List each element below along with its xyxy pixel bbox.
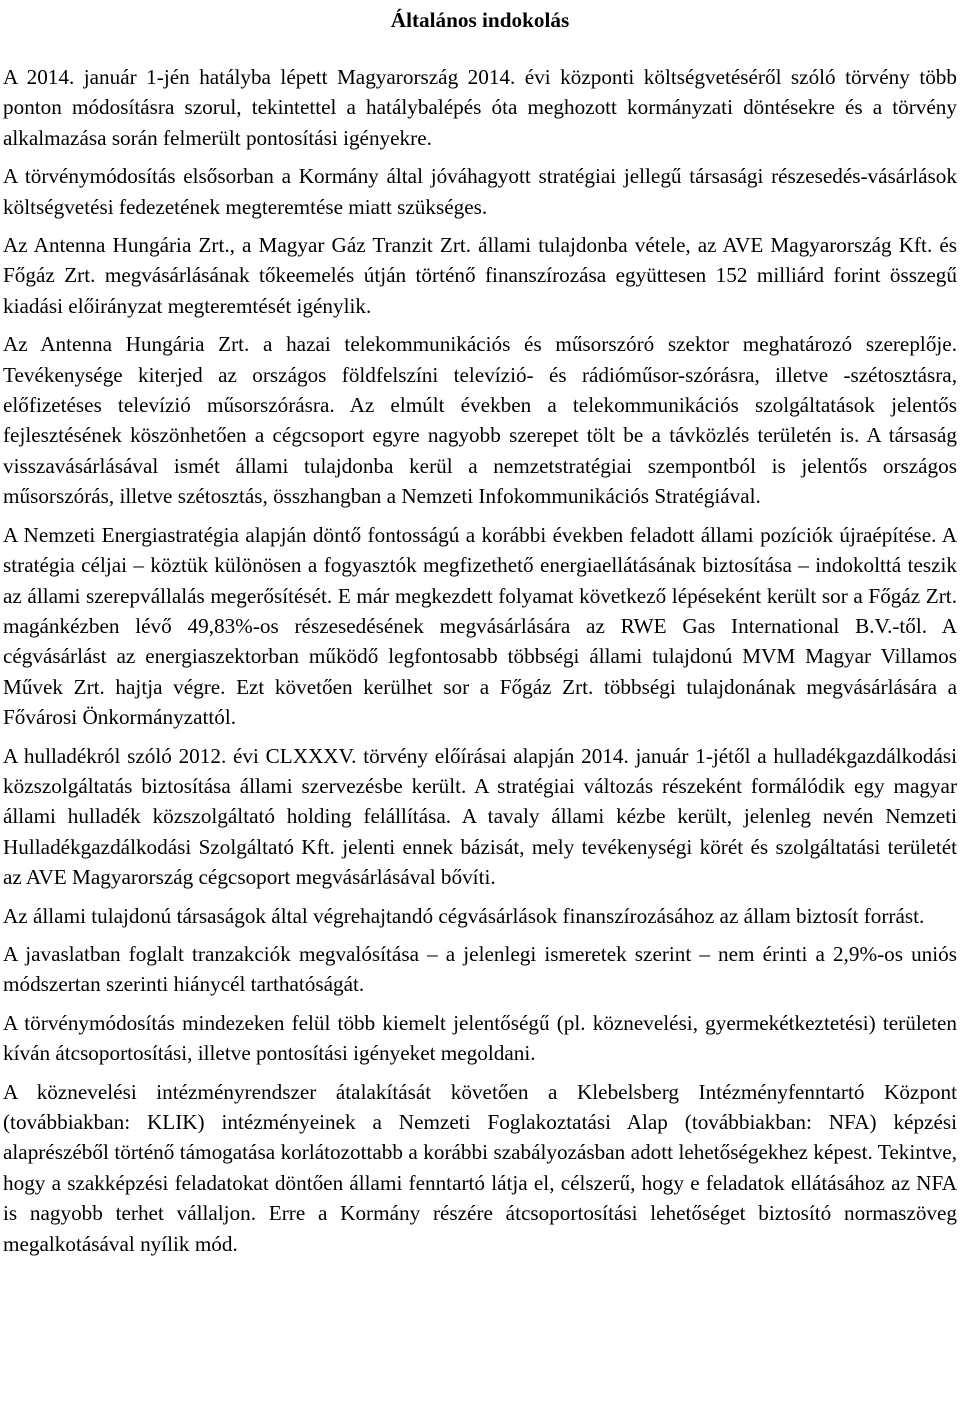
document-page — [3, 0, 957, 1259]
paragraph-state-funding: Az állami tulajdonú társaságok által végrehajtandó cégvásárlások finanszírozásához az állam biztosít forrást. — [3, 903, 925, 928]
paragraph-deficit-target: A javaslatban foglalt tranzakciók megvalósítása – a jelenlegi ismeretek szerint – nem érinti a 2,9%-os uniós módszertan szerinti hiánycél tarthatóságát. — [3, 941, 957, 997]
paragraph-other-areas: A törvénymódosítás mindezeken felül több kiemelt jelentőségű (pl. köznevelési, gyermekétkeztetési) területen kíván átcsoportosítási, illetve pontosítási igényeket megoldani. — [3, 1010, 957, 1066]
paragraph-energy-strategy: A Nemzeti Energiastratégia alapján döntő fontosságú a korábbi években feladott állami pozíciók újraépítése. A stratégia céljai – köztük különösen a fogyasztók megfizethető energiaellátásának biztosítása – indokolttá teszik az állami szerepvállalás megerősítését. E már megkezdett folyamat következő lépéseként került sor a Főgáz Zrt. magánkézben lévő 49,83%-os részesedésének megvásárlására az RWE Gas International B.V.-től. A cégvásárlást az energiaszektorban működő legfontosabb többségi állami tulajdonú MVM Magyar Villamos Művek Zrt. hajtja végre. Ezt követően kerülhet sor a Főgáz Zrt. többségi tulajdonának megvásárlására a Fővárosi Önkormányzattól. — [3, 522, 957, 730]
paragraph-waste-management: A hulladékról szóló 2012. évi CLXXXV. törvény előírásai alapján 2014. január 1-jétől a hulladékgazdálkodási közszolgáltatás biztosítása állami szervezésbe került. A stratégiai változás részeként formálódik egy magyar állami hulladék közszolgáltató holding felállítása. A tavaly állami kézbe került, jelenleg nevén Nemzeti Hulladékgazdálkodási Szolgáltató Kft. jelenti ennek bázisát, mely tevékenységi körét és szolgáltatási területét az AVE Magyarország cégcsoport megvásárlásával bővíti. — [3, 743, 957, 890]
paragraph-acquisitions: Az Antenna Hungária Zrt., a Magyar Gáz Tranzit Zrt. állami tulajdonba vétele, az AVE Magyarország Kft. és Főgáz Zrt. megvásárlásának tőkeemelés útján történő finanszírozása együttesen 152 milliárd forint összegű kiadási előirányzat megteremtését igénylik. — [3, 233, 957, 318]
paragraph-antenna-hungaria: Az Antenna Hungária Zrt. a hazai telekommunikációs és műsorszóró szektor meghatározó szereplője. Tevékenysége kiterjed az országos földfelszíni televízió- és rádióműsor-szórásra, illetve -szétosztásra, előfizetéses televízió műsorszórásra. Az elmúlt években a telekommunikációs szolgáltatások jelentős fejlesztésének köszönhetően a cégcsoport egyre nagyobb szerepet tölt be a távközlés területén is. A társaság visszavásárlásával ismét állami tulajdonba kerül a nemzetstratégiai szempontból is jelentős országos műsorszórás, illetve szétosztás, összhangban a Nemzeti Infokommunikációs Stratégiával. — [3, 332, 957, 509]
paragraph-purpose: A törvénymódosítás elsősorban a Kormány által jóváhagyott stratégiai jellegű társasági részesedés-vásárlások költségvetési fedezetének megteremtése miatt szükséges. — [3, 164, 957, 219]
paragraph-education: A köznevelési intézményrendszer átalakítását követően a Klebelsberg Intézményfenntartó Központ (továbbiakban: KLIK) intézményeinek a Nemzeti Foglakoztatási Alap (továbbiakban: NFA) képzési alaprészéből történő támogatása korlátozottabb a korábbi szabályozásban adott lehetőségekhez képest. Tekintve, hogy a szakképzési feladatokat döntően állami fenntartó látja el, célszerű, hogy e feladatok ellátásához az NFA is nagyobb terhet vállaljon. Erre a Kormány részére átcsoportosítási lehetőséget biztosító normaszöveg megalkotásával nyílik mód. — [3, 1079, 957, 1256]
paragraph-intro: A 2014. január 1-jén hatályba lépett Magyarország 2014. évi központi költségvetéséről szóló törvény több ponton módosításra szorul, tekintettel a hatálybalépés óta meghozott kormányzati döntésekre és a törvény alkalmazása során felmerült pontosítási igényekre. — [3, 65, 957, 150]
page-title: Általános indokolás — [390, 8, 570, 32]
